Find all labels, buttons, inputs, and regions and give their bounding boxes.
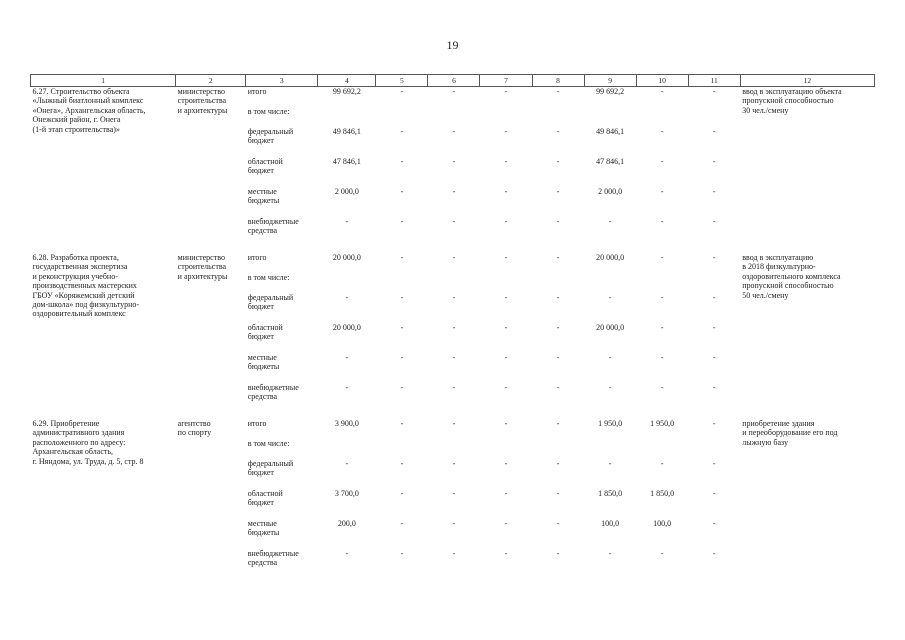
- table-row: [31, 419, 875, 439]
- funding-source: внебюджетные средства: [247, 549, 299, 568]
- amount-cell-col11: [688, 273, 740, 293]
- table-row: [31, 253, 875, 273]
- amount-cell-col7: -: [504, 253, 508, 262]
- funding-source: областной бюджет: [247, 323, 283, 342]
- amount-cell-col4: 47 846,1: [332, 157, 361, 166]
- amount-cell-col8: [532, 273, 584, 293]
- amount-cell-col7: -: [504, 353, 508, 362]
- responsible-executor: министерство строительства и архитектуры: [177, 253, 228, 281]
- amount-cell-col11: -: [712, 519, 716, 528]
- amount-cell-col5: -: [400, 419, 404, 428]
- amount-cell-col5: [376, 107, 428, 127]
- amount-cell-col10: -: [660, 383, 664, 392]
- funding-source: местные бюджеты: [247, 519, 280, 538]
- amount-cell-col10: -: [660, 323, 664, 332]
- funding-source: в том числе:: [247, 439, 290, 448]
- amount-cell-col4: 99 692,2: [332, 87, 361, 96]
- column-number-5: 5: [376, 75, 428, 87]
- amount-cell-col8: -: [556, 157, 560, 166]
- amount-cell-col6: -: [452, 187, 456, 196]
- column-number-11: 11: [688, 75, 740, 87]
- amount-cell-col6: -: [452, 293, 456, 302]
- amount-cell-col8: -: [556, 489, 560, 498]
- funding-source: областной бюджет: [247, 157, 283, 176]
- amount-cell-col5: -: [400, 353, 404, 362]
- amount-cell-col4: 200,0: [337, 519, 356, 528]
- amount-cell-col11: -: [712, 187, 716, 196]
- amount-cell-col7: -: [504, 459, 508, 468]
- amount-cell-col5: -: [400, 383, 404, 392]
- amount-cell-col6: -: [452, 323, 456, 332]
- amount-cell-col7: -: [504, 187, 508, 196]
- amount-cell-col11: -: [712, 383, 716, 392]
- amount-cell-col5: -: [400, 217, 404, 226]
- amount-cell-col9: -: [608, 217, 612, 226]
- amount-cell-col11: -: [712, 253, 716, 262]
- amount-cell-col5: -: [400, 459, 404, 468]
- column-number-3: 3: [246, 75, 318, 87]
- amount-cell-col11: -: [712, 157, 716, 166]
- amount-cell-col5: [376, 273, 428, 293]
- amount-cell-col10: 1 850,0: [650, 489, 675, 498]
- responsible-executor: министерство строительства и архитектуры: [177, 87, 228, 115]
- amount-cell-col11: -: [712, 127, 716, 136]
- amount-cell-col5: -: [400, 87, 404, 96]
- amount-cell-col5: [376, 439, 428, 459]
- amount-cell-col9: [584, 273, 636, 293]
- amount-cell-col4: 3 900,0: [334, 419, 359, 428]
- funding-source: федеральный бюджет: [247, 459, 294, 478]
- amount-cell-col10: -: [660, 157, 664, 166]
- responsible-executor: агентство по спорту: [177, 419, 212, 438]
- column-number-row: [31, 75, 875, 87]
- funding-source: итого: [247, 253, 267, 262]
- column-number-6: 6: [428, 75, 480, 87]
- funding-source: внебюджетные средства: [247, 383, 299, 402]
- amount-cell-col10: -: [660, 459, 664, 468]
- expected-result: приобретение здания и переоборудование его под лыжную базу: [742, 419, 838, 447]
- amount-cell-col10: -: [660, 549, 664, 558]
- amount-cell-col4: -: [345, 353, 349, 362]
- amount-cell-col11: [688, 439, 740, 459]
- amount-cell-col5: -: [400, 127, 404, 136]
- amount-cell-col5: -: [400, 549, 404, 558]
- measure-name: 6.27. Строительство объекта «Лыжный биатлонный комплекс «Онега», Архангельская область, Онежский район, г. Онега (1-й этап строительства)»: [32, 87, 146, 134]
- table-body: [31, 87, 875, 578]
- amount-cell-col11: -: [712, 323, 716, 332]
- amount-cell-col7: [480, 273, 532, 293]
- funding-source: местные бюджеты: [247, 187, 280, 206]
- funding-source: в том числе:: [247, 107, 290, 116]
- amount-cell-col4: -: [345, 459, 349, 468]
- amount-cell-col9: 99 692,2: [596, 87, 625, 96]
- amount-cell-col4: -: [345, 217, 349, 226]
- amount-cell-col6: -: [452, 519, 456, 528]
- measure-name: 6.29. Приобретение административного здания расположенного по адресу: Архангельская область, г. Няндома, ул. Труда, д. 5, стр. 8: [32, 419, 144, 466]
- column-number-7: 7: [480, 75, 532, 87]
- amount-cell-col10: 100,0: [653, 519, 672, 528]
- amount-cell-col7: -: [504, 383, 508, 392]
- amount-cell-col4: -: [345, 293, 349, 302]
- amount-cell-col5: -: [400, 187, 404, 196]
- amount-cell-col11: -: [712, 353, 716, 362]
- spacer-cell: [31, 245, 875, 253]
- amount-cell-col4: 49 846,1: [332, 127, 361, 136]
- funding-source: областной бюджет: [247, 489, 283, 508]
- amount-cell-col8: -: [556, 217, 560, 226]
- amount-cell-col7: -: [504, 419, 508, 428]
- amount-cell-col5: -: [400, 489, 404, 498]
- amount-cell-col6: -: [452, 419, 456, 428]
- amount-cell-col10: -: [660, 187, 664, 196]
- amount-cell-col6: [428, 439, 480, 459]
- amount-cell-col7: -: [504, 217, 508, 226]
- amount-cell-col11: -: [712, 217, 716, 226]
- amount-cell-col6: -: [452, 383, 456, 392]
- amount-cell-col9: -: [608, 293, 612, 302]
- amount-cell-col10: -: [660, 253, 664, 262]
- section-spacer: [31, 245, 875, 253]
- amount-cell-col8: [532, 439, 584, 459]
- amount-cell-col9: -: [608, 383, 612, 392]
- amount-cell-col5: -: [400, 253, 404, 262]
- amount-cell-col10: -: [660, 353, 664, 362]
- amount-cell-col9: [584, 439, 636, 459]
- program-table: [30, 74, 875, 577]
- amount-cell-col8: -: [556, 353, 560, 362]
- amount-cell-col8: -: [556, 253, 560, 262]
- column-number-4: 4: [318, 75, 376, 87]
- amount-cell-col9: 49 846,1: [596, 127, 625, 136]
- amount-cell-col11: -: [712, 87, 716, 96]
- amount-cell-col9: 1 950,0: [598, 419, 623, 428]
- column-number-10: 10: [636, 75, 688, 87]
- funding-source: внебюджетные средства: [247, 217, 299, 236]
- amount-cell-col11: -: [712, 489, 716, 498]
- amount-cell-col8: -: [556, 293, 560, 302]
- amount-cell-col6: -: [452, 253, 456, 262]
- amount-cell-col8: [532, 107, 584, 127]
- amount-cell-col10: 1 950,0: [650, 419, 675, 428]
- amount-cell-col7: [480, 107, 532, 127]
- expected-result: ввод в эксплуатацию в 2018 физкультурно- оздоровительного комплекса пропускной способностью 50 чел./смену: [742, 253, 841, 300]
- amount-cell-col9: 100,0: [601, 519, 620, 528]
- amount-cell-col11: -: [712, 293, 716, 302]
- expected-result: ввод в эксплуатацию объекта пропускной способностью 30 чел./смену: [742, 87, 842, 115]
- amount-cell-col7: -: [504, 323, 508, 332]
- amount-cell-col11: -: [712, 459, 716, 468]
- amount-cell-col5: -: [400, 157, 404, 166]
- amount-cell-col10: -: [660, 293, 664, 302]
- amount-cell-col11: [688, 107, 740, 127]
- amount-cell-col6: -: [452, 353, 456, 362]
- amount-cell-col8: -: [556, 323, 560, 332]
- page-number: 19: [446, 38, 459, 52]
- amount-cell-col4: -: [345, 549, 349, 558]
- amount-cell-col8: -: [556, 519, 560, 528]
- amount-cell-col7: -: [504, 293, 508, 302]
- amount-cell-col9: [584, 107, 636, 127]
- spacer-cell: [31, 411, 875, 419]
- amount-cell-col4: [318, 273, 376, 293]
- column-number-12: 12: [740, 75, 874, 87]
- amount-cell-col4: 2 000,0: [334, 187, 359, 196]
- amount-cell-col11: -: [712, 549, 716, 558]
- amount-cell-col4: -: [345, 383, 349, 392]
- amount-cell-col6: [428, 107, 480, 127]
- table-row: [31, 87, 875, 108]
- amount-cell-col10: -: [660, 87, 664, 96]
- amount-cell-col11: -: [712, 419, 716, 428]
- amount-cell-col6: [428, 273, 480, 293]
- amount-cell-col8: -: [556, 383, 560, 392]
- amount-cell-col7: [480, 439, 532, 459]
- funding-source: в том числе:: [247, 273, 290, 282]
- amount-cell-col9: 2 000,0: [598, 187, 623, 196]
- amount-cell-col9: 47 846,1: [596, 157, 625, 166]
- amount-cell-col8: -: [556, 419, 560, 428]
- amount-cell-col9: -: [608, 459, 612, 468]
- amount-cell-col6: -: [452, 459, 456, 468]
- amount-cell-col7: -: [504, 549, 508, 558]
- amount-cell-col7: -: [504, 87, 508, 96]
- column-number-1: 1: [31, 75, 176, 87]
- amount-cell-col4: [318, 439, 376, 459]
- amount-cell-col9: -: [608, 549, 612, 558]
- amount-cell-col8: -: [556, 459, 560, 468]
- amount-cell-col9: 20 000,0: [596, 253, 625, 262]
- amount-cell-col7: -: [504, 489, 508, 498]
- amount-cell-col6: -: [452, 489, 456, 498]
- amount-cell-col4: 20 000,0: [332, 323, 361, 332]
- amount-cell-col9: -: [608, 353, 612, 362]
- amount-cell-col8: -: [556, 127, 560, 136]
- amount-cell-col7: -: [504, 519, 508, 528]
- measure-name: 6.28. Разработка проекта, государственная экспертиза и реконструкция учебно- производственных мастерских ГБОУ «Коряжемский детский дом-школа» под физкультурно- оздоровительный комплекс: [32, 253, 140, 319]
- amount-cell-col4: [318, 107, 376, 127]
- amount-cell-col6: -: [452, 87, 456, 96]
- column-number-8: 8: [532, 75, 584, 87]
- amount-cell-col5: -: [400, 323, 404, 332]
- amount-cell-col9: 1 850,0: [598, 489, 623, 498]
- amount-cell-col10: [636, 273, 688, 293]
- funding-source: итого: [247, 419, 267, 428]
- amount-cell-col6: -: [452, 157, 456, 166]
- amount-cell-col10: -: [660, 217, 664, 226]
- amount-cell-col5: -: [400, 293, 404, 302]
- amount-cell-col6: -: [452, 127, 456, 136]
- funding-source: федеральный бюджет: [247, 127, 294, 146]
- amount-cell-col10: -: [660, 127, 664, 136]
- amount-cell-col6: -: [452, 217, 456, 226]
- amount-cell-col10: [636, 439, 688, 459]
- column-number-2: 2: [176, 75, 246, 87]
- section-spacer: [31, 411, 875, 419]
- amount-cell-col9: 20 000,0: [596, 323, 625, 332]
- column-number-9: 9: [584, 75, 636, 87]
- amount-cell-col6: -: [452, 549, 456, 558]
- amount-cell-col8: -: [556, 87, 560, 96]
- amount-cell-col4: 20 000,0: [332, 253, 361, 262]
- amount-cell-col4: 3 700,0: [334, 489, 359, 498]
- funding-source: федеральный бюджет: [247, 293, 294, 312]
- amount-cell-col10: [636, 107, 688, 127]
- funding-source: местные бюджеты: [247, 353, 280, 372]
- amount-cell-col8: -: [556, 549, 560, 558]
- amount-cell-col5: -: [400, 519, 404, 528]
- funding-source: итого: [247, 87, 267, 96]
- amount-cell-col8: -: [556, 187, 560, 196]
- amount-cell-col7: -: [504, 127, 508, 136]
- amount-cell-col7: -: [504, 157, 508, 166]
